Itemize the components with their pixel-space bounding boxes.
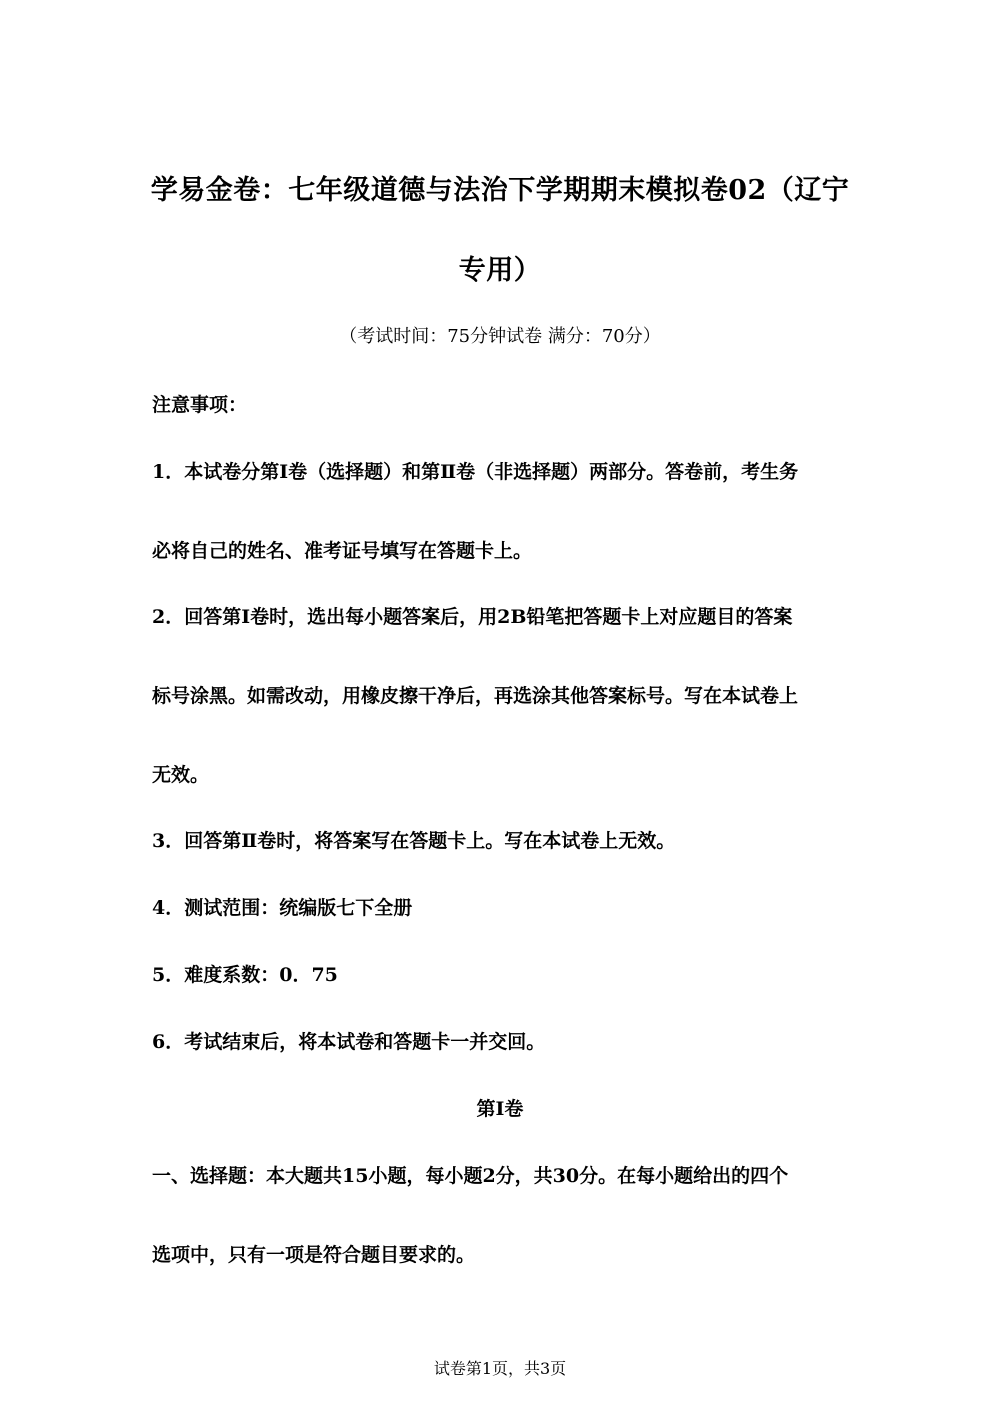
notice-item-3: 3．回答第Ⅱ卷时，将答案写在答题卡上。写在本试卷上无效。 <box>152 830 676 852</box>
notice-item-5: 5．难度系数：0．75 <box>152 964 338 986</box>
notice-item-1-line-2: 必将自己的姓名、准考证号填写在答题卡上。 <box>152 540 533 562</box>
notice-item-2-line-3: 无效。 <box>152 764 210 786</box>
section-intro-line-2: 选项中，只有一项是符合题目要求的。 <box>152 1244 476 1266</box>
notice-item-4: 4．测试范围：统编版七下全册 <box>152 897 413 919</box>
notice-item-6: 6．考试结束后，将本试卷和答题卡一并交回。 <box>152 1031 546 1053</box>
section-intro-line-1: 一、选择题：本大题共15小题，每小题2分，共30分。在每小题给出的四个 <box>152 1165 789 1187</box>
document-title-line-2: 专用） <box>458 255 542 286</box>
notice-item-1-line-1: 1．本试卷分第Ⅰ卷（选择题）和第Ⅱ卷（非选择题）两部分。答卷前，考生务 <box>152 461 799 483</box>
notice-item-2-line-2: 标号涂黑。如需改动，用橡皮擦干净后，再选涂其他答案标号。写在本试卷上 <box>152 685 799 707</box>
exam-info: （考试时间：75分钟试卷 满分：70分） <box>339 326 661 347</box>
page-footer: 试卷第1页，共3页 <box>433 1359 567 1378</box>
section-heading: 第Ⅰ卷 <box>476 1098 524 1120</box>
notice-item-2-line-1: 2．回答第Ⅰ卷时，选出每小题答案后，用2B铅笔把答题卡上对应题目的答案 <box>152 606 793 628</box>
notice-heading: 注意事项： <box>152 394 248 416</box>
document-title-line-1: 学易金卷：七年级道德与法治下学期期末模拟卷02（辽宁 <box>150 175 850 206</box>
